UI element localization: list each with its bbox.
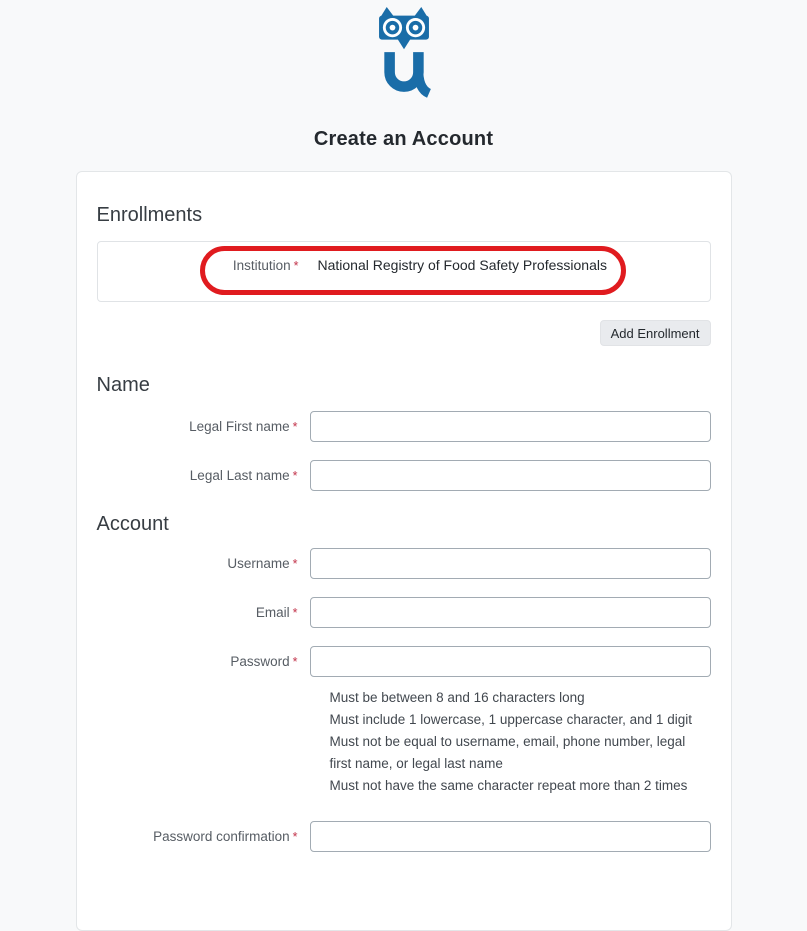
required-asterisk: * (292, 469, 298, 483)
owl-logo (377, 6, 431, 102)
password-confirmation-input[interactable] (310, 821, 711, 852)
legal-last-name-input[interactable] (310, 460, 711, 491)
add-enrollment-button[interactable]: Add Enrollment (600, 320, 711, 346)
institution-value: National Registry of Food Safety Professionals (317, 257, 607, 273)
name-heading: Name (96, 374, 150, 396)
password-confirmation-label: Password confirmation * (153, 829, 298, 844)
password-rules (310, 687, 711, 797)
password-input[interactable] (310, 646, 711, 677)
password-rule: Must include 1 lowercase, 1 uppercase character, and 1 digit (329, 712, 692, 727)
page-title: Create an Account (313, 128, 494, 150)
institution-label: Institution * (232, 257, 299, 273)
required-asterisk: * (292, 557, 298, 571)
password-rule: Must not have the same character repeat more than 2 times (329, 778, 688, 793)
owl-body-u-tail (418, 69, 429, 93)
email-row (97, 597, 711, 628)
username-row (97, 548, 711, 579)
owl-beak (397, 39, 410, 50)
legal-first-name-row (97, 411, 711, 442)
password-confirmation-row (97, 821, 711, 852)
password-label: Password * (230, 654, 298, 669)
legal-first-name-label: Legal First name * (189, 419, 298, 434)
legal-last-name-row (97, 460, 711, 491)
email-label: Email * (255, 605, 298, 620)
enrollment-actions (97, 320, 711, 346)
page-header (0, 0, 807, 151)
required-asterisk: * (293, 258, 299, 273)
username-label: Username * (227, 556, 298, 571)
required-asterisk: * (292, 655, 298, 669)
enrollment-box (97, 241, 711, 302)
legal-first-name-input[interactable] (310, 411, 711, 442)
password-row (97, 646, 711, 677)
legal-last-name-label: Legal Last name * (189, 468, 298, 483)
password-rule: Must be between 8 and 16 characters long (329, 690, 585, 705)
username-input[interactable] (310, 548, 711, 579)
signup-card (76, 171, 732, 931)
required-asterisk: * (292, 420, 298, 434)
enrollments-heading: Enrollments (96, 204, 203, 226)
required-asterisk: * (292, 830, 298, 844)
password-rules-row (97, 687, 711, 797)
account-heading: Account (96, 513, 169, 535)
password-rule: Must not be equal to username, email, phone number, legal first name, or legal last name (329, 734, 686, 771)
email-input[interactable] (310, 597, 711, 628)
required-asterisk: * (292, 606, 298, 620)
enrollment-row (98, 257, 710, 273)
